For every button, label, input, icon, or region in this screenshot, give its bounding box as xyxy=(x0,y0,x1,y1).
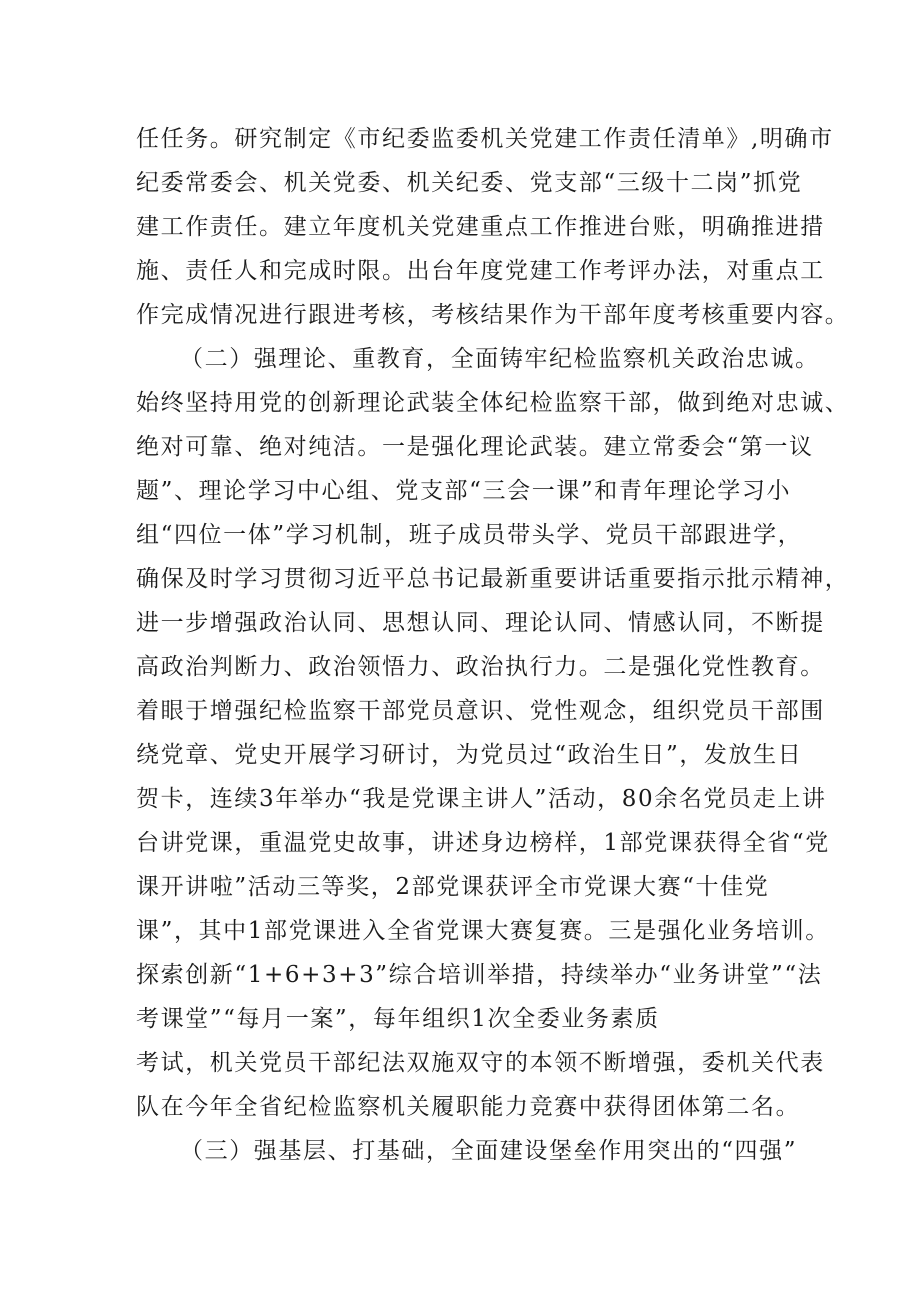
section-heading: （三）强基层、打基础，全面建设堡垒作用突出的“四强” xyxy=(180,1138,798,1164)
text-line: 绝对可靠、绝对纯洁。一是强化理论武装。建立常委会“第一议 xyxy=(136,434,814,460)
text-line: 考试，机关党员干部纪法双施双守的本领不断增强，委机关代表 xyxy=(136,1050,825,1076)
text-line: 作完成情况进行跟进考核，考核结果作为干部年度考核重要内容。 xyxy=(136,302,850,328)
text-line: 着眼于增强纪检监察干部党员意识、党性观念，组织党员干部围 xyxy=(136,698,825,724)
text-line: 纪委常委会、机关党委、机关纪委、党支部“三级十二岗”抓党 xyxy=(136,170,803,196)
text-line: 施、责任人和完成时限。出台年度党建工作考评办法，对重点工 xyxy=(136,258,825,284)
text-line: 任任务。研究制定《市纪委监委机关党建工作责任清单》,明确市 xyxy=(136,126,834,152)
text-line: 队在今年全省纪检监察机关履职能力竞赛中获得团体第二名。 xyxy=(136,1094,801,1120)
text-line: 题”、理论学习中心组、党支部“三会一课”和青年理论学习小 xyxy=(136,478,792,504)
text-line: 确保及时学习贯彻习近平总书记最新重要讲话重要指示批示精神， xyxy=(136,566,850,592)
text-line: 高政治判断力、政治领悟力、政治执行力。二是强化党性教育。 xyxy=(136,654,825,680)
text-line: 台讲党课，重温党史故事，讲述身边榜样，1部党课获得全省“党 xyxy=(136,830,830,856)
text-line: 建工作责任。建立年度机关党建重点工作推进台账，明确推进措 xyxy=(136,214,825,240)
text-line: 课开讲啦”活动三等奖，2部党课获评全市党课大赛“十佳党 xyxy=(136,874,770,900)
text-line: 绕党章、党史开展学习研讨，为党员过“政治生日”，发放生日 xyxy=(136,742,803,768)
text-line: 进一步增强政治认同、思想认同、理论认同、情感认同，不断提 xyxy=(136,610,825,636)
text-line: 考课堂”“每月一案”，每年组织1次全委业务素质 xyxy=(136,1006,660,1032)
text-line: 课”，其中1部党课进入全省党课大赛复赛。三是强化业务培训。 xyxy=(136,918,830,944)
text-line: 始终坚持用党的创新理论武装全体纪检监察干部，做到绝对忠诚、 xyxy=(136,390,850,416)
text-line: 贺卡，连续3年举办“我是党课主讲人”活动，80余名党员走上讲 xyxy=(136,786,827,812)
text-line: 探索创新“1+6+3+3”综合培训举措，持续举办“业务讲堂”“法 xyxy=(136,962,823,988)
section-heading: （二）强理论、重教育，全面铸牢纪检监察机关政治忠诚。 xyxy=(180,346,820,372)
text-line: 组“四位一体”学习机制，班子成员带头学、党员干部跟进学， xyxy=(136,522,803,548)
